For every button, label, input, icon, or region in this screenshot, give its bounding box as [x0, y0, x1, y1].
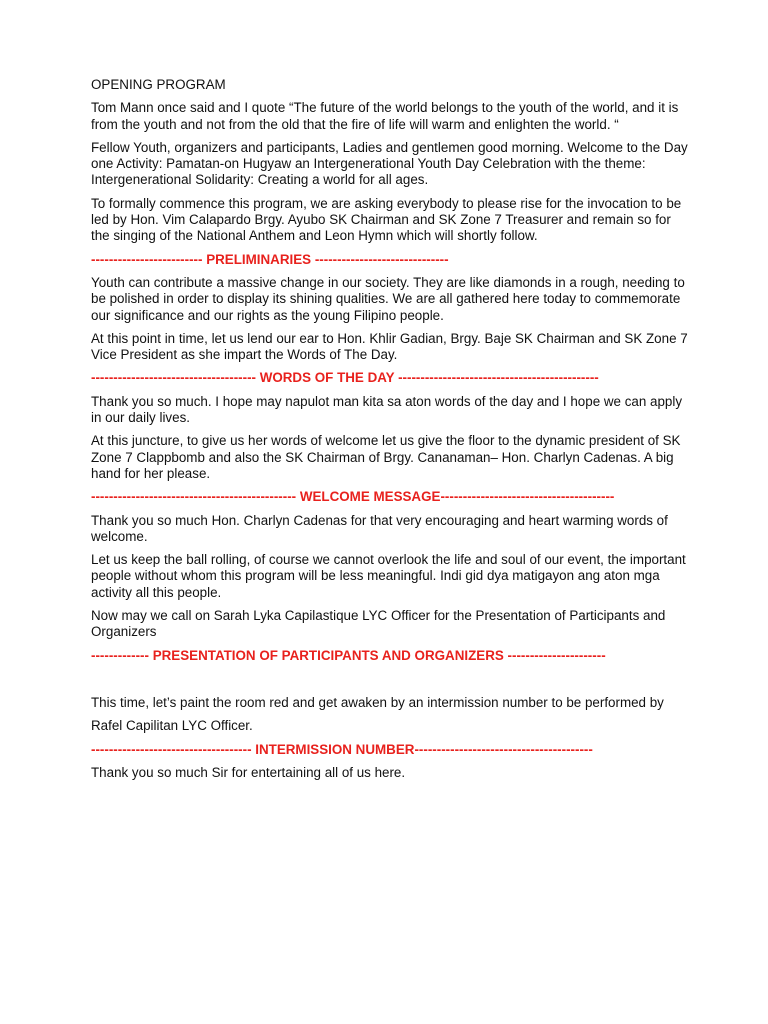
- section-divider-presentation: ------------- PRESENTATION OF PARTICIPANTS AND ORGANIZERS ----------------------: [91, 647, 606, 663]
- document-title: OPENING PROGRAM: [91, 77, 226, 92]
- ball-rolling-paragraph: Let us keep the ball rolling, of course we cannot overlook the life and soul of our event, the important people without whom this program will be less meaningful. Indi gid dya matigayon ang aton mga activity all this people.: [91, 552, 686, 600]
- invocation-paragraph: To formally commence this program, we are asking everybody to please rise for the invocation to be led by Hon. Vim Calapardo Brgy. Ayubo SK Chairman and SK Zone 7 Treasurer and remain so for the singing of the National Anthem and Leon Hymn which will shortly follow.: [91, 195, 682, 244]
- thanks-intermission-paragraph: Thank you so much Sir for entertaining all of us here.: [91, 764, 406, 780]
- words-intro-paragraph: At this point in time, let us lend our ear to Hon. Khlir Gadian, Brgy. Baje SK Chairman and SK Zone 7 Vice President as she impart the Words of The Day.: [91, 330, 688, 363]
- section-divider-intermission: ------------------------------------ INTERMISSION NUMBER----------------------------------------: [91, 741, 593, 757]
- greeting-paragraph: Fellow Youth, organizers and participants, Ladies and gentlemen good morning. Welcome to the Day one Activity: Pamatan-on Hugyaw an Intergenerational Youth Day Celebration with the theme: Intergenerational Solidarity: Creating a world for all ages.: [91, 139, 688, 188]
- quote-paragraph: Tom Mann once said and I quote “The future of the world belongs to the youth of the world, and it is from the youth and not from the old that the fire of life will warm and enlighten the world. “: [91, 100, 679, 132]
- performer-paragraph: Rafel Capilitan LYC Officer.: [91, 718, 253, 734]
- thanks-welcome-paragraph: Thank you so much Hon. Charlyn Cadenas for that very encouraging and heart warming words of welcome.: [91, 512, 668, 544]
- blank-line: [91, 671, 691, 695]
- section-divider-welcome-message: ---------------------------------------------- WELCOME MESSAGE---------------------------------------: [91, 489, 615, 505]
- welcome-intro-paragraph: At this juncture, to give us her words of welcome let us give the floor to the dynamic president of SK Zone 7 Clappbomb and also the SK Chairman of Brgy. Cananaman– Hon. Charlyn Cadenas. A big hand for her please.: [91, 433, 681, 481]
- presentation-intro-paragraph: Now may we call on Sarah Lyka Capilastique LYC Officer for the Presentation of Participants and Organizers: [91, 608, 666, 640]
- youth-paragraph: Youth can contribute a massive change in our society. They are like diamonds in a rough, needing to be polished in order to display its shining qualities. We are all gathered here today to commemorate our significance and our rights as the young Filipino people.: [91, 274, 685, 323]
- document-page: [91, 77, 691, 788]
- section-divider-words-of-the-day: ------------------------------------- WORDS OF THE DAY ---------------------------------------------: [91, 370, 599, 386]
- thanks-words-paragraph: Thank you so much. I hope may napulot man kita sa aton words of the day and I hope we can apply in our daily lives.: [91, 393, 683, 426]
- intermission-intro-paragraph: This time, let’s paint the room red and get awaken by an intermission number to be performed by: [91, 694, 664, 710]
- section-divider-preliminaries: ------------------------- PRELIMINARIES ------------------------------: [91, 251, 449, 267]
